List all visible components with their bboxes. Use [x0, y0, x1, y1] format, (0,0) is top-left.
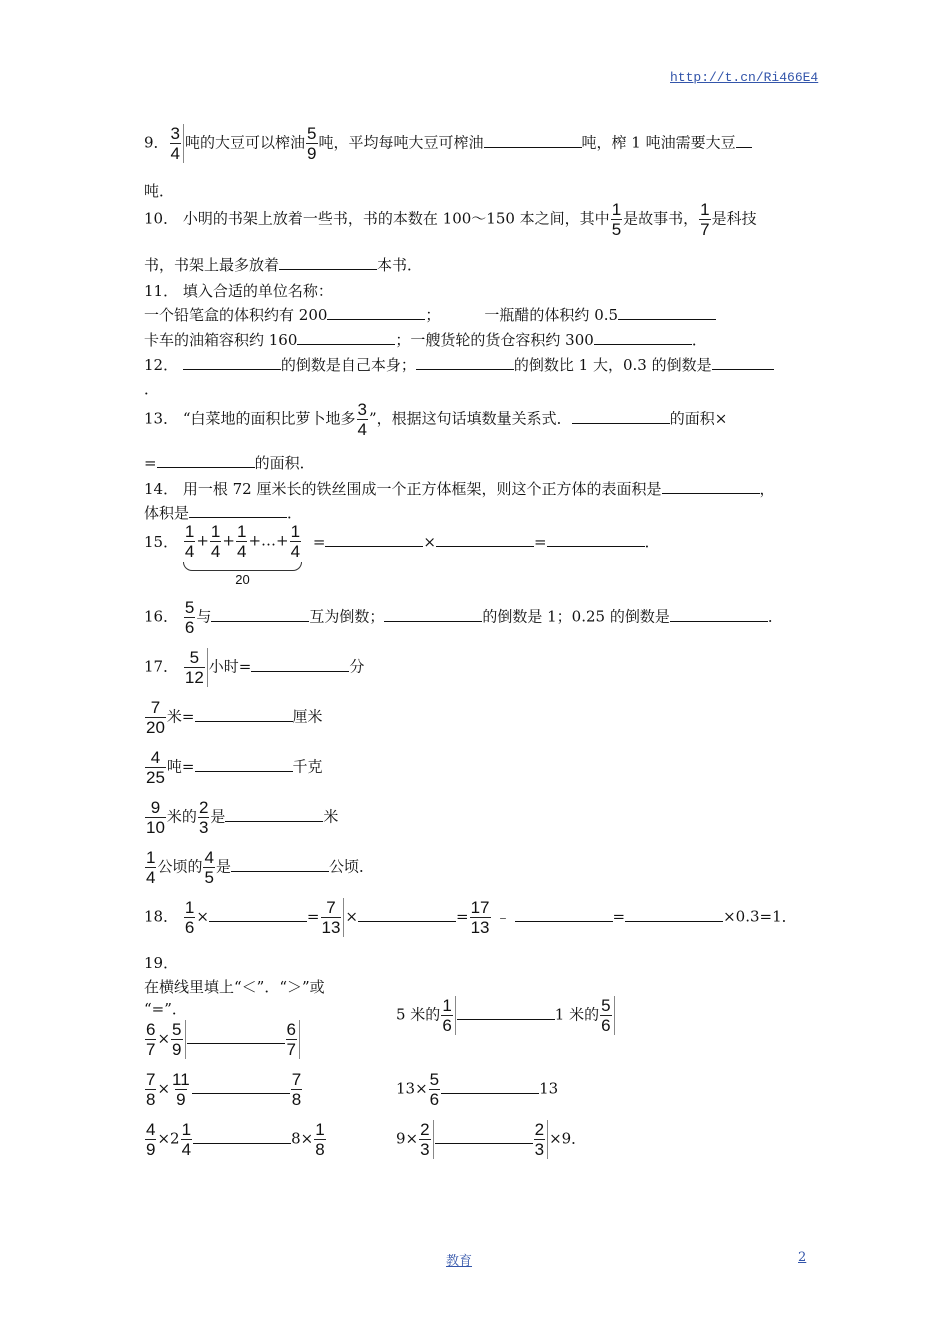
fraction: $\frac{3}{4}$ [357, 400, 368, 439]
question-9-line-1: 9． $\frac{3}{4}$ 吨的大豆可以榨油 $\frac{5}{9}$ 吨，平均每吨大豆可榨油 吨，榨 1 吨油需要大豆 [144, 124, 752, 163]
page-number: 2 [798, 1250, 807, 1265]
fraction: $\frac{1}{6}$ [441, 996, 455, 1035]
answer-blank[interactable] [183, 355, 281, 370]
answer-blank[interactable] [384, 607, 482, 622]
question-14-line-1: 14． 用一根 72 厘米长的铁丝围成一个正方体框架，则这个正方体的表面积是 ， [144, 480, 775, 498]
question-11-line-2: 卡车的油箱容积约 160 ；一艘货轮的货仓容积约 300 ． [144, 331, 707, 349]
fraction: $\frac{4}{9}$ [146, 1120, 156, 1159]
fraction: $\frac{7}{13}$ [321, 898, 345, 937]
answer-blank[interactable] [327, 305, 425, 320]
answer-blank[interactable] [457, 1005, 555, 1020]
question-17-row-5: $\frac{1}{4}$ 公顷的 $\frac{4}{5}$ 是 公顷． [146, 848, 374, 887]
question-number: 10． [144, 209, 179, 228]
answer-blank[interactable] [195, 707, 293, 722]
question-17-row-3: $\frac{4}{25}$ 吨= 千克 [146, 748, 323, 787]
answer-blank[interactable] [325, 532, 423, 547]
question-17-row-2: $\frac{7}{20}$ 米= 厘米 [146, 698, 323, 737]
answer-blank[interactable] [618, 305, 716, 320]
question-9-line-2: 吨． [144, 182, 175, 200]
question-13-line-2: = 的面积． [144, 454, 315, 472]
underbrace [183, 562, 302, 571]
fraction: $\frac{7}{20}$ [146, 698, 165, 737]
compare-a3: $\frac{4}{9}$ ×2 $\frac{1}{4}$ 8× $\frac{1}{8}$ [146, 1120, 325, 1159]
question-number: 12． [144, 356, 179, 374]
repeated-sum: $\frac{1}{4}$ + $\frac{1}{4}$ + $\frac{1}{4}$ +…+ $\frac{1}{4}$ 20 [184, 522, 301, 587]
answer-blank[interactable] [193, 1129, 291, 1144]
fraction: $\frac{6}{7}$ [146, 1020, 156, 1059]
fraction: $\frac{4}{5}$ [204, 848, 214, 887]
fraction: $\frac{11}{9}$ [172, 1070, 190, 1109]
answer-blank[interactable] [736, 133, 752, 148]
question-11-title: 11． 填入合适的单位名称： [144, 282, 333, 300]
footer-center-link[interactable]: 教育 [446, 1254, 473, 1269]
fraction: $\frac{1}{4}$ [146, 848, 156, 887]
answer-blank[interactable] [435, 1129, 533, 1144]
answer-blank[interactable] [279, 255, 377, 270]
fraction: $\frac{5}{6}$ [600, 996, 614, 1035]
fraction: $\frac{2}{3}$ [534, 1120, 548, 1159]
answer-blank[interactable] [625, 907, 723, 922]
question-number: 18． [144, 907, 179, 926]
answer-blank[interactable] [572, 409, 670, 424]
fraction: $\frac{1}{4}$ [210, 522, 221, 561]
question-17-row-4: $\frac{9}{10}$ 米的 $\frac{2}{3}$ 是 米 [146, 798, 339, 837]
fraction: $\frac{9}{10}$ [146, 798, 165, 837]
fraction: $\frac{1}{5}$ [611, 200, 622, 239]
fraction: $\frac{1}{4}$ [181, 1120, 192, 1159]
fraction: $\frac{1}{4}$ [236, 522, 247, 561]
question-15-line: 15． $\frac{1}{4}$ + $\frac{1}{4}$ + $\frac{1}{4}$ +…+ $\frac{1}{4}$ 20 = × = ． [144, 522, 660, 587]
answer-blank[interactable] [416, 355, 514, 370]
question-10-line-1: 10． 小明的书架上放着一些书，书的本数在 100～150 本之间，其中 $\frac{1}{5}$ 是故事书， $\frac{1}{7}$ 是科技 [144, 200, 757, 239]
question-12-line-1: 12． 的倒数是自己本身； 的倒数比 1 大，0.3 的倒数是 [144, 354, 774, 375]
question-13-line-1: 13． “白菜地的面积比萝卜地多 $\frac{3}{4}$ ”，根据这句话填数量关系式． 的面积× [144, 400, 728, 439]
question-12-line-2: ． [144, 380, 160, 398]
question-19-instruction: 在横线里填上“＜”．“＞”或 [144, 978, 325, 996]
answer-blank[interactable] [662, 479, 760, 494]
fraction: $\frac{7}{8}$ [291, 1070, 302, 1109]
answer-blank[interactable] [484, 133, 582, 148]
question-number: 14． [144, 480, 179, 498]
answer-blank[interactable] [670, 607, 768, 622]
header-url-link[interactable]: http://t.cn/Ri466E4 [670, 70, 819, 85]
question-number: 13． [144, 409, 179, 428]
question-number: 9． [144, 133, 169, 152]
term-count: 20 [235, 572, 250, 587]
compare-a2: $\frac{7}{8}$ × $\frac{11}{9}$ $\frac{7}{8}$ [146, 1070, 302, 1109]
compare-a1: $\frac{6}{7}$ × $\frac{5}{9}$ $\frac{6}{7}$ [144, 1020, 301, 1059]
answer-blank[interactable] [192, 1079, 290, 1094]
fraction: $\frac{17}{13}$ [470, 898, 490, 937]
question-19-instruction-2: “=”． [144, 1000, 187, 1018]
compare-b1: 5 米的 $\frac{1}{6}$ 1 米的 $\frac{5}{6}$ [396, 996, 616, 1035]
fraction: $\frac{2}{3}$ [419, 1120, 433, 1159]
answer-blank[interactable] [515, 907, 613, 922]
question-number: 11． [144, 282, 179, 300]
fraction: $\frac{5}{6}$ [184, 598, 195, 637]
question-19-number: 19． [144, 954, 179, 972]
answer-blank[interactable] [211, 607, 309, 622]
question-number: 16． [144, 607, 179, 626]
answer-blank[interactable] [251, 657, 349, 672]
question-number: 15． [144, 533, 179, 551]
fraction: $\frac{1}{7}$ [700, 200, 710, 239]
compare-b2: 13× $\frac{5}{6}$ 13 [396, 1070, 559, 1109]
question-11-line-1: 一个铅笔盒的体积约有 200 ； 一瓶醋的体积约 0.5 [144, 304, 716, 325]
fraction: $\frac{5}{6}$ [429, 1070, 440, 1109]
answer-blank[interactable] [225, 807, 323, 822]
question-16-line: 16． $\frac{5}{6}$ 与 互为倒数； 的倒数是 1；0.25 的倒数是 ． [144, 598, 783, 637]
fraction: $\frac{1}{6}$ [184, 898, 195, 937]
fraction: $\frac{5}{9}$ [307, 124, 317, 163]
fraction: $\frac{1}{8}$ [315, 1120, 325, 1159]
compare-b3: 9× $\frac{2}{3}$ $\frac{2}{3}$ ×9． [396, 1120, 587, 1159]
answer-blank[interactable] [209, 907, 307, 922]
answer-blank[interactable] [547, 532, 645, 547]
answer-blank[interactable] [195, 757, 293, 772]
answer-blank[interactable] [441, 1079, 539, 1094]
fraction: $\frac{2}{3}$ [198, 798, 209, 837]
fraction: $\frac{1}{4}$ [290, 522, 301, 561]
question-10-line-2: 书，书架上最多放着 本书． [144, 256, 423, 274]
fraction: $\frac{6}{7}$ [286, 1020, 300, 1059]
question-number: 17． [144, 657, 179, 676]
answer-blank[interactable] [231, 857, 329, 872]
fraction: $\frac{5}{9}$ [171, 1020, 185, 1059]
answer-blank[interactable] [594, 330, 692, 345]
answer-blank[interactable] [189, 503, 287, 518]
answer-blank[interactable] [358, 907, 456, 922]
question-18-line: 18． $\frac{1}{6}$ × = $\frac{7}{13}$ × = $\frac{17}{13}$ ﹣ = ×0.3=1． [144, 898, 797, 937]
answer-blank[interactable] [157, 453, 255, 468]
fraction: $\frac{3}{4}$ [170, 124, 184, 163]
fraction: $\frac{4}{25}$ [146, 748, 165, 787]
question-17-row-1: 17． $\frac{5}{12}$ 小时= 分 [144, 648, 365, 687]
answer-blank[interactable] [297, 330, 395, 345]
fraction: $\frac{7}{8}$ [146, 1070, 156, 1109]
answer-blank[interactable] [712, 355, 774, 370]
question-14-line-2: 体积是 ． [144, 504, 303, 522]
fraction: $\frac{5}{12}$ [184, 648, 208, 687]
answer-blank[interactable] [436, 532, 534, 547]
fraction: $\frac{1}{4}$ [184, 522, 195, 561]
answer-blank[interactable] [187, 1029, 285, 1044]
